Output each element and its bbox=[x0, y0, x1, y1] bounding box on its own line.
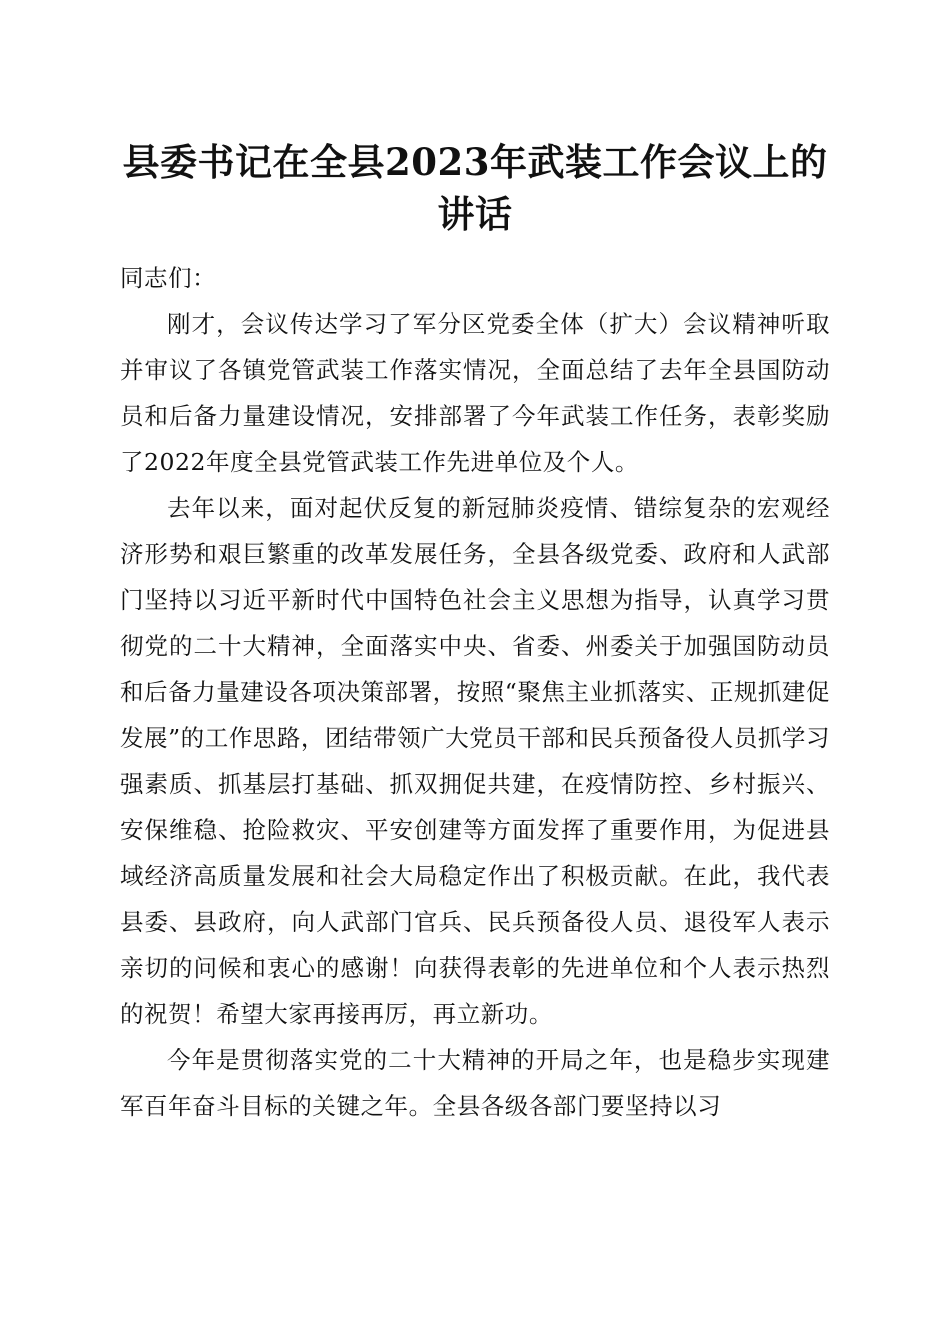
document-body bbox=[120, 255, 830, 1129]
salutation: 同志们： bbox=[120, 264, 217, 292]
paragraph-1: 刚才，会议传达学习了军分区党委全体（扩大）会议精神听取并审议了各镇党管武装工作落实情况，全面总结了去年全县国防动员和后备力量建设情况，安排部署了今年武装工作任务，表彰奖励了2022年度全县党管武装工作先进单位及个人。 bbox=[120, 310, 830, 476]
paragraph-2: 去年以来，面对起伏反复的新冠肺炎疫情、错综复杂的宏观经济形势和艰巨繁重的改革发展任务，全县各级党委、政府和人武部门坚持以习近平新时代中国特色社会主义思想为指导，认真学习贯彻党的二十大精神，全面落实中央、省委、州委关于加强国防动员和后备力量建设各项决策部署，按照“聚焦主业抓落实、正规抓建促发展”的工作思路，团结带领广大党员干部和民兵预备役人员抓学习强素质、抓基层打基础、抓双拥促共建，在疫情防控、乡村振兴、安保维稳、抢险救灾、平安创建等方面发挥了重要作用，为促进县域经济高质量发展和社会大局稳定作出了积极贡献。在此，我代表县委、县政府，向人武部门官兵、民兵预备役人员、退役军人表示亲切的问候和衷心的感谢！向获得表彰的先进单位和个人表示热烈的祝贺！希望大家再接再厉，再立新功。 bbox=[120, 494, 831, 1028]
document-title: 县委书记在全县2023年武装工作会议上的讲话 bbox=[122, 140, 828, 236]
paragraph-3: 今年是贯彻落实党的二十大精神的开局之年，也是稳步实现建军百年奋斗目标的关键之年。全县各级各部门要坚持以习 bbox=[120, 1046, 830, 1120]
